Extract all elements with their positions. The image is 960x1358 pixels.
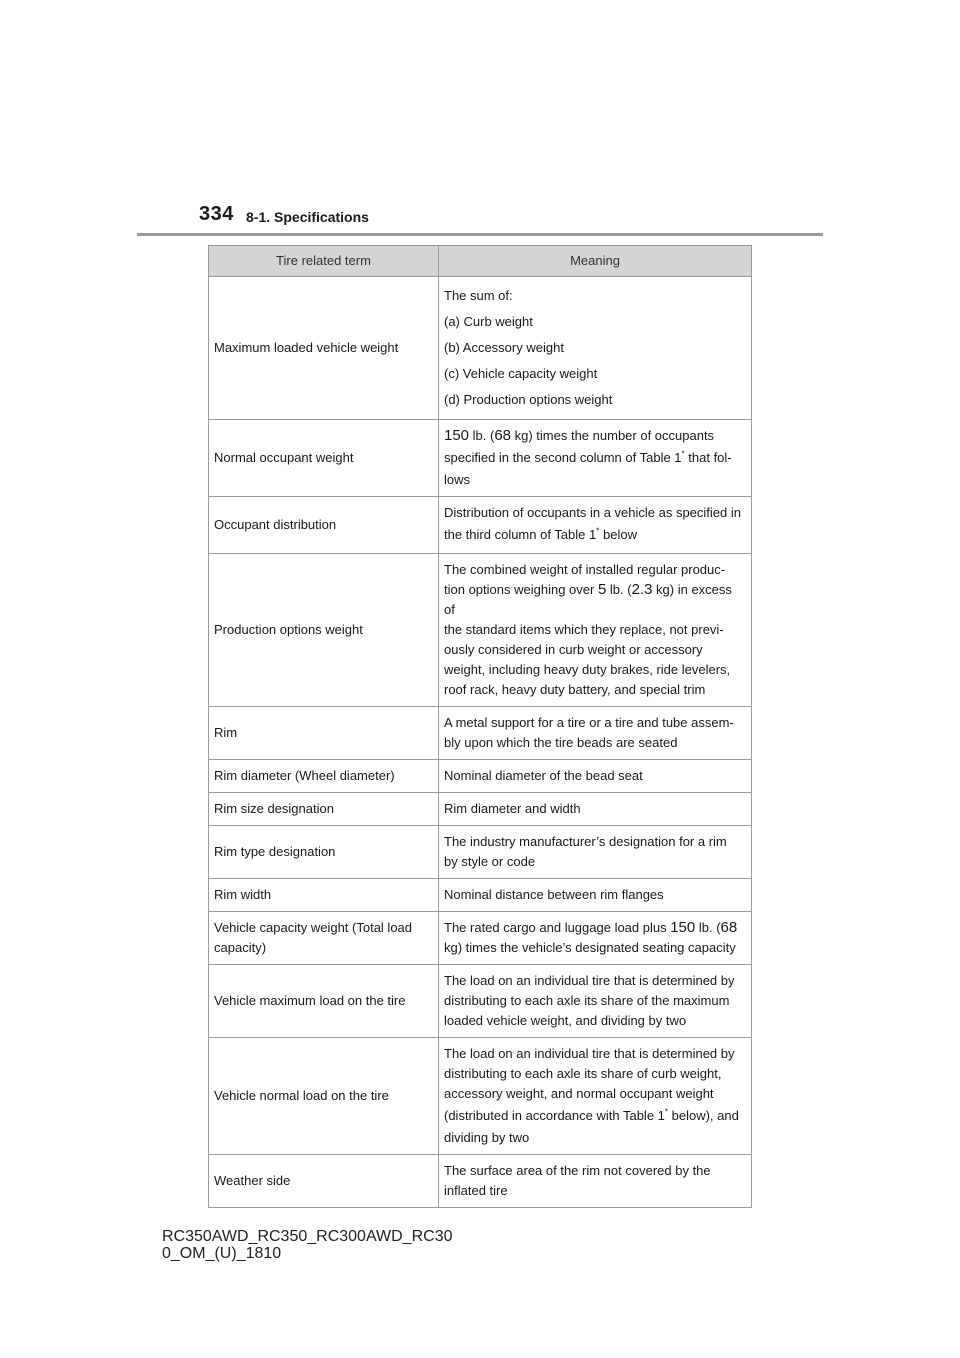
term-cell: Maximum loaded vehicle weight: [209, 277, 439, 420]
table-row: [209, 1155, 752, 1208]
meaning-line: Distribution of occupants in a vehicle as specified in: [444, 505, 741, 520]
meaning-cell: [439, 554, 752, 707]
meaning-line: Rim diameter and width: [444, 801, 581, 816]
meaning-line: The load on an individual tire that is determined by: [444, 1046, 735, 1061]
meaning-line: (a) Curb weight: [444, 314, 533, 329]
term-cell: Rim size designation: [209, 793, 439, 826]
footer-line: 0_OM_(U)_1810: [162, 1245, 282, 1262]
meaning-line: Nominal distance between rim flanges: [444, 887, 664, 902]
meaning-line: The sum of:: [444, 288, 513, 303]
table-row: [209, 879, 752, 912]
term-cell: Rim diameter (Wheel diameter): [209, 760, 439, 793]
term-cell: Rim: [209, 707, 439, 760]
meaning-cell: [439, 420, 752, 497]
table-row: [209, 760, 752, 793]
meaning-line: kg) times the vehicle’s designated seating capacity: [444, 940, 736, 955]
meaning-line: (distributed in accordance with Table 1* below), and: [444, 1107, 739, 1123]
meaning-line: loaded vehicle weight, and dividing by two: [444, 1013, 687, 1028]
term-cell: [209, 912, 439, 965]
meaning-cell: [439, 497, 752, 554]
tire-terms-table: [208, 245, 752, 1208]
meaning-line: The rated cargo and luggage load plus 150 lb. (68: [444, 919, 738, 936]
table-row: [209, 793, 752, 826]
meaning-line: ously considered in curb weight or accessory: [444, 642, 703, 657]
meaning-line: A metal support for a tire or a tire and tube assem-: [444, 715, 734, 730]
term-cell: Occupant distribution: [209, 497, 439, 554]
document-footer: [162, 1228, 452, 1262]
table-row: [209, 1038, 752, 1155]
table-row: [209, 497, 752, 554]
table-row: [209, 277, 752, 420]
meaning-line: The load on an individual tire that is determined by: [444, 973, 735, 988]
meaning-line: distributing to each axle its share of the maximum: [444, 993, 730, 1008]
meaning-cell: [439, 1038, 752, 1155]
meaning-line: distributing to each axle its share of curb weight,: [444, 1066, 722, 1081]
page-number: 334: [199, 203, 234, 225]
meaning-cell: [439, 760, 752, 793]
term-cell: Rim type designation: [209, 826, 439, 879]
meaning-cell: [439, 912, 752, 965]
meaning-cell: [439, 793, 752, 826]
meaning-cell: [439, 879, 752, 912]
meaning-line: The combined weight of installed regular produc-: [444, 562, 726, 577]
term-line: capacity): [214, 940, 267, 955]
meaning-line: lows: [444, 472, 471, 487]
term-cell: Rim width: [209, 879, 439, 912]
column-header-meaning: Meaning: [439, 246, 752, 277]
meaning-line: by style or code: [444, 854, 536, 869]
meaning-line: (b) Accessory weight: [444, 340, 564, 355]
footnote-marker: *: [681, 449, 685, 459]
footnote-marker: *: [596, 526, 600, 536]
meaning-cell: [439, 1155, 752, 1208]
meaning-line: weight, including heavy duty brakes, ride levelers,: [444, 662, 731, 677]
meaning-line: dividing by two: [444, 1130, 530, 1145]
footnote-marker: *: [664, 1107, 669, 1117]
table-row: [209, 707, 752, 760]
table-row: [209, 912, 752, 965]
meaning-line: tion options weighing over 5 lb. (2.3 kg) in excess of: [444, 581, 732, 617]
meaning-line: 150 lb. (68 kg) times the number of occupants: [444, 427, 715, 444]
meaning-cell: [439, 707, 752, 760]
footer-line: RC350AWD_RC350_RC300AWD_RC30: [162, 1228, 453, 1245]
table-row: [209, 420, 752, 497]
meaning-line: accessory weight, and normal occupant weight: [444, 1086, 714, 1101]
meaning-cell: [439, 826, 752, 879]
table-row: [209, 826, 752, 879]
term-cell: Production options weight: [209, 554, 439, 707]
term-cell: Vehicle maximum load on the tire: [209, 965, 439, 1038]
meaning-cell: [439, 277, 752, 420]
term-cell: Normal occupant weight: [209, 420, 439, 497]
term-cell: Weather side: [209, 1155, 439, 1208]
table-header-row: [209, 246, 752, 277]
meaning-line: roof rack, heavy duty battery, and special trim: [444, 682, 706, 697]
meaning-cell: [439, 965, 752, 1038]
meaning-line: specified in the second column of Table 1* that fol-: [444, 449, 732, 465]
term-cell: Vehicle normal load on the tire: [209, 1038, 439, 1155]
meaning-line: (c) Vehicle capacity weight: [444, 366, 598, 381]
meaning-line: the third column of Table 1* below: [444, 526, 637, 542]
table-row: [209, 554, 752, 707]
section-title: 8-1. Specifications: [246, 209, 369, 225]
header-rule: [137, 233, 823, 236]
meaning-line: bly upon which the tire beads are seated: [444, 735, 678, 750]
meaning-line: The industry manufacturer’s designation for a rim: [444, 834, 727, 849]
meaning-line: Nominal diameter of the bead seat: [444, 768, 643, 783]
term-line: Vehicle capacity weight (Total load: [214, 920, 413, 935]
meaning-line: inflated tire: [444, 1183, 508, 1198]
column-header-term: Tire related term: [209, 246, 439, 277]
meaning-line: The surface area of the rim not covered by the: [444, 1163, 711, 1178]
table-row: [209, 965, 752, 1038]
meaning-line: the standard items which they replace, not previ-: [444, 622, 724, 637]
meaning-line: (d) Production options weight: [444, 392, 613, 407]
